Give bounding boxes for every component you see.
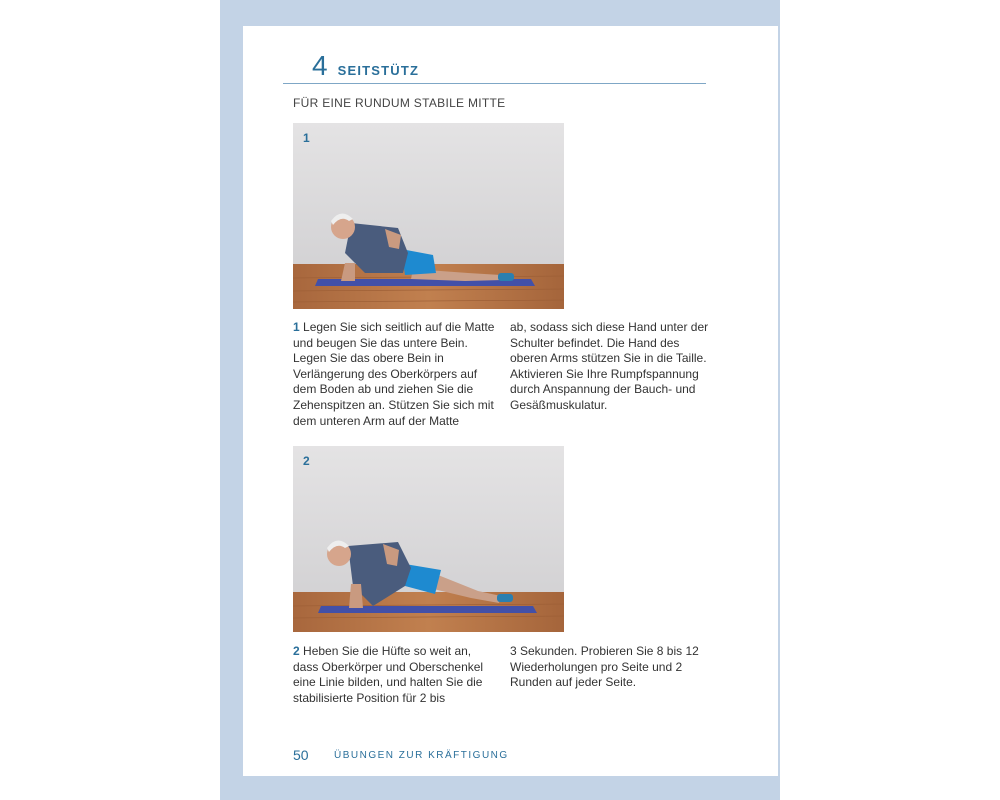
step-2-photo <box>293 446 564 632</box>
exercise-title <box>312 52 419 86</box>
step-1-text-part-2: ab, sodass sich diese Hand unter der Schulter befindet. Die Hand des oberen Arms stützen Sie in die Taille. Aktivieren Sie Ihre Rumpfspannung durch Anspannung der Bauch- und Gesäßmuskulatur. <box>510 320 709 412</box>
step-2-text-col-1 <box>293 644 498 706</box>
step-2-number: 2 <box>293 644 300 658</box>
section-name: ÜBUNGEN ZUR KRÄFTIGUNG <box>334 750 509 761</box>
step-1-text-col-2 <box>510 320 715 414</box>
step-1-number: 1 <box>293 320 300 334</box>
step-1-text-part-1: Legen Sie sich seitlich auf die Matte und beugen Sie das untere Bein. Legen Sie das obere Bein in Verlängerung des Oberkörpers auf dem Boden ab und ziehen Sie die Zehenspitzen an. Stützen Sie sich mit dem unteren Arm auf der Matte <box>293 320 495 428</box>
step-2-label: 2 <box>303 454 310 468</box>
step-2-text-part-2: 3 Sekunden. Probieren Sie 8 bis 12 Wiederholungen pro Seite und 2 Runden auf jeder Seite. <box>510 644 699 690</box>
exercise-name: SEITSTÜTZ <box>337 63 420 78</box>
exercise-number: 4 <box>312 50 328 81</box>
title-divider <box>283 83 706 84</box>
exercise-subtitle: FÜR EINE RUNDUM STABILE MITTE <box>293 96 506 110</box>
step-1-photo <box>293 123 564 309</box>
page-number: 50 <box>293 747 309 763</box>
step-2-text-col-2 <box>510 644 715 691</box>
step-1-label: 1 <box>303 131 310 145</box>
step-2-text-part-1: Heben Sie die Hüfte so weit an, dass Oberkörper und Oberschenkel eine Linie bilden, und halten Sie die stabilisierte Position für 2 bis <box>293 644 484 705</box>
person-side-plank-raised-icon <box>293 446 564 632</box>
person-side-plank-lying-icon <box>293 123 564 309</box>
step-1-text-col-1 <box>293 320 498 429</box>
